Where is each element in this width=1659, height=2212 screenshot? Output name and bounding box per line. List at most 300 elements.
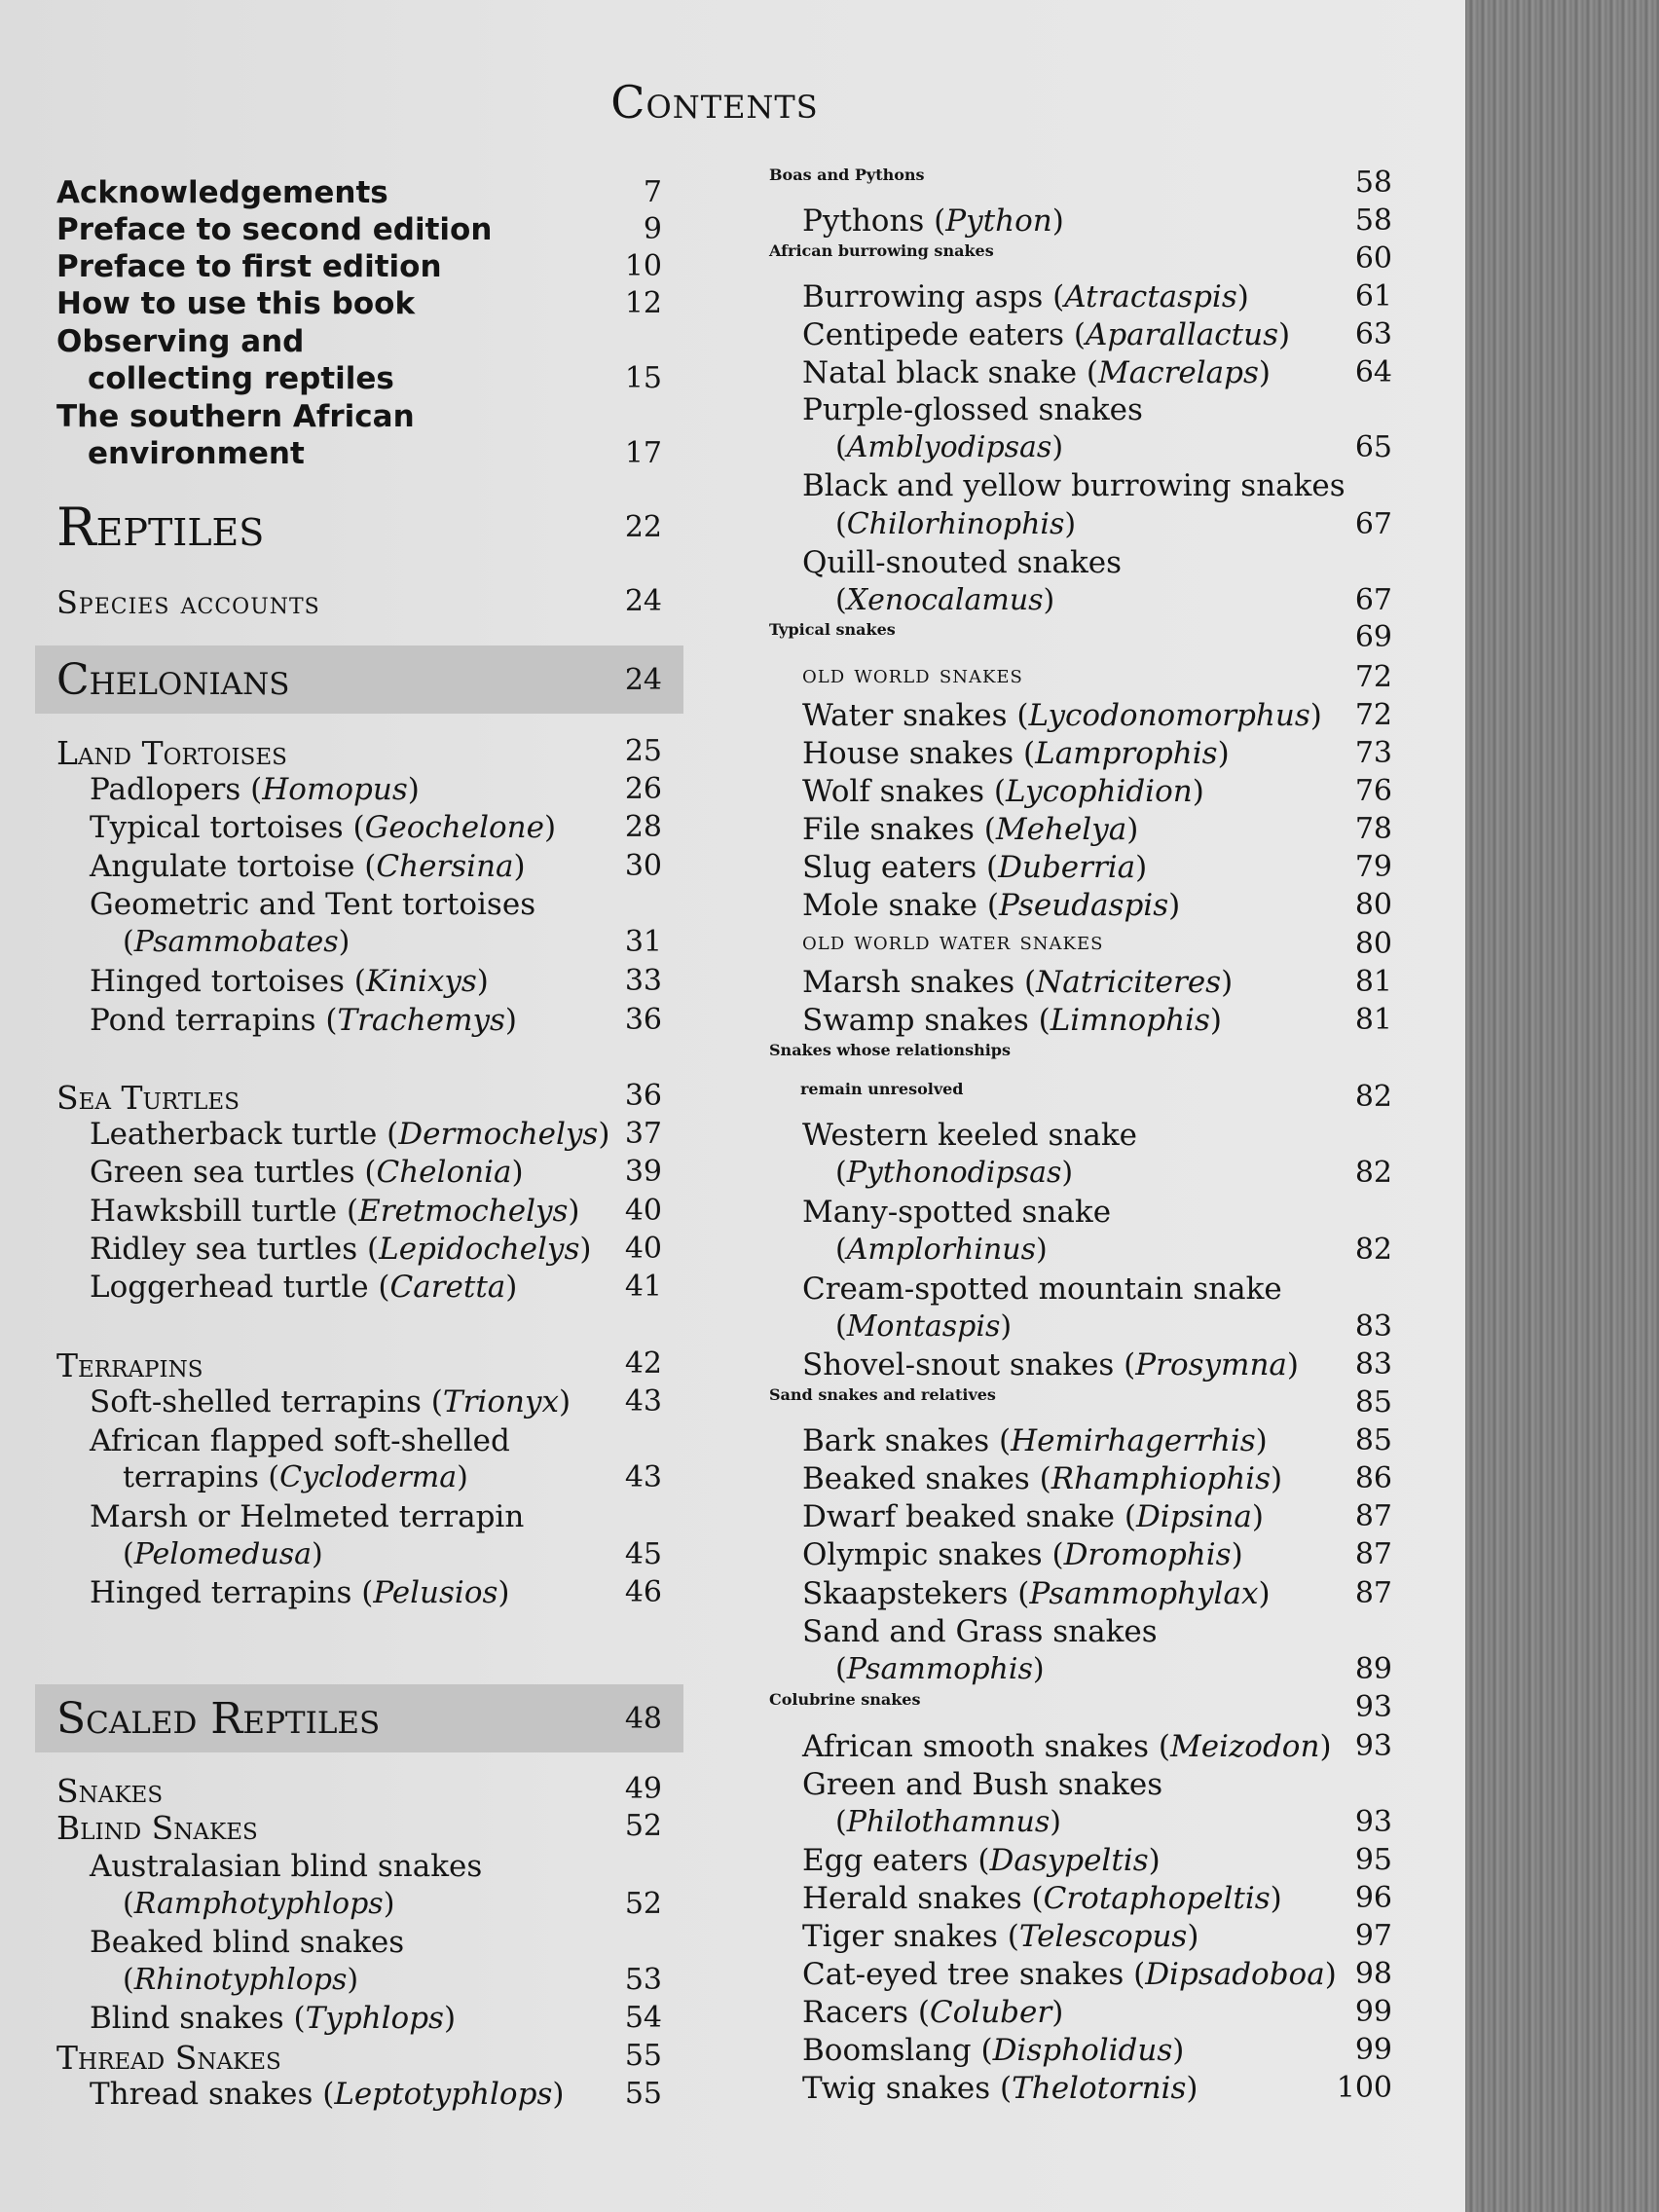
genus-name: Coluber — [929, 1995, 1052, 2030]
toc-entry-label: Preface to second edition — [56, 212, 493, 247]
page-number: 98 — [1354, 1957, 1392, 1991]
closing-paren: ) — [1309, 698, 1322, 733]
genus-name: Prosymna — [1135, 1347, 1287, 1382]
closing-paren: ) — [457, 1460, 468, 1494]
toc-entry-label — [90, 2077, 564, 2112]
toc-entry — [769, 1767, 1392, 1802]
toc-entry — [56, 887, 662, 922]
toc-entry-label — [802, 774, 1204, 809]
toc-entry-label — [802, 965, 1233, 1000]
genus-name: Lamprophis — [1035, 736, 1218, 771]
toc-entry — [56, 1575, 662, 1610]
closing-paren: ) — [1126, 812, 1139, 847]
page-number: 52 — [624, 1809, 662, 1843]
closing-paren: ) — [1064, 507, 1077, 541]
toc-entry-label — [90, 810, 556, 845]
closing-paren: ) — [1051, 203, 1064, 239]
toc-entry — [56, 734, 662, 772]
page-number: 96 — [1354, 1881, 1392, 1915]
toc-entry — [769, 1195, 1392, 1230]
closing-paren: ) — [1032, 1652, 1045, 1686]
toc-entry-label — [802, 1957, 1337, 1992]
toc-entry — [769, 279, 1392, 314]
toc-entry-label — [90, 1575, 510, 1610]
toc-entry — [769, 888, 1392, 923]
page-number: 31 — [624, 925, 662, 959]
genus-name: Amplorhinus — [846, 1233, 1036, 1267]
common-name: Green sea turtles ( — [90, 1155, 377, 1190]
genus-name: Mehelya — [995, 812, 1127, 847]
genus-name: Pythonodipsas — [846, 1156, 1062, 1190]
common-name: Wolf snakes ( — [802, 774, 1007, 809]
page-number: 73 — [1354, 736, 1392, 770]
genus-name: Caretta — [389, 1270, 506, 1305]
toc-entry-label — [802, 279, 1249, 314]
toc-entry-label — [90, 1270, 517, 1305]
page-number: 72 — [1354, 660, 1392, 694]
genus-name: Philothamnus — [846, 1805, 1051, 1839]
toc-entry — [769, 2033, 1392, 2068]
toc-left-column — [56, 0, 662, 2142]
closing-paren: ) — [598, 1117, 610, 1152]
closing-paren: ) — [338, 925, 350, 959]
closing-paren: ) — [1050, 1805, 1061, 1839]
closing-paren: ) — [511, 1155, 524, 1190]
common-name: Pythons ( — [802, 203, 946, 239]
closing-paren: ) — [1258, 355, 1272, 390]
common-name: ( — [123, 1887, 134, 1921]
genus-name: Amblyodipsas — [846, 430, 1052, 464]
toc-entry-label: Quill-snouted snakes — [802, 545, 1122, 580]
common-name: ( — [835, 1309, 847, 1344]
closing-paren: ) — [476, 964, 489, 999]
genus-name: Chilorhinophis — [846, 507, 1065, 541]
toc-entry — [769, 545, 1392, 580]
closing-paren: ) — [1000, 1309, 1013, 1344]
common-name: Bark snakes ( — [802, 1423, 1012, 1458]
toc-entry-label — [90, 772, 420, 807]
closing-paren: ) — [1061, 1156, 1074, 1190]
toc-entry-label: old world snakes — [802, 660, 1023, 689]
genus-name: Eretmochelys — [358, 1194, 569, 1229]
toc-entry-label: Marsh or Helmeted terrapin — [90, 1499, 525, 1534]
page-number: 22 — [624, 510, 662, 544]
common-name: ( — [835, 507, 847, 541]
toc-entry — [769, 1499, 1392, 1534]
toc-entry — [56, 249, 662, 284]
toc-entry — [56, 584, 662, 621]
toc-entry — [56, 1772, 662, 1810]
genus-name: Rhamphiophis — [1051, 1461, 1271, 1496]
common-name: ( — [835, 1156, 847, 1190]
page-number: 52 — [624, 1887, 662, 1921]
toc-entry-label: Many-spotted snake — [802, 1195, 1112, 1230]
closing-paren: ) — [347, 1963, 359, 1997]
toc-entry-label: Reptiles — [56, 497, 265, 558]
toc-entry — [56, 1809, 662, 1847]
page-number: 15 — [624, 361, 662, 395]
genus-name: Dromophis — [1063, 1537, 1232, 1572]
common-name: Boomslang ( — [802, 2033, 993, 2068]
toc-entry — [56, 1499, 662, 1534]
genus-name: Ramphotyphlops — [133, 1887, 384, 1921]
genus-name: Atractaspis — [1064, 279, 1237, 314]
common-name: Twig snakes ( — [802, 2071, 1013, 2106]
toc-entry — [769, 1919, 1392, 1954]
toc-entry-label: Beaked blind snakes — [90, 1925, 405, 1960]
closing-paren: ) — [1209, 1003, 1222, 1038]
page-number: 93 — [1354, 1729, 1392, 1763]
closing-paren: ) — [513, 849, 526, 884]
toc-entry — [769, 736, 1392, 771]
toc-entry — [769, 1995, 1392, 2030]
toc-entry — [56, 1270, 662, 1305]
common-name: Padlopers ( — [90, 772, 263, 807]
closing-paren: ) — [1277, 317, 1291, 352]
common-name: ( — [835, 1805, 847, 1839]
toc-entry — [56, 1963, 662, 1997]
page-number: 63 — [1354, 317, 1392, 351]
genus-name: Python — [945, 203, 1052, 239]
toc-entry-label — [835, 1652, 1045, 1686]
page-number: 78 — [1354, 812, 1392, 846]
page-number: 46 — [624, 1575, 662, 1609]
common-name: Centipede eaters ( — [802, 317, 1086, 352]
toc-right-column — [769, 0, 1392, 2142]
page-number: 87 — [1354, 1499, 1392, 1533]
page-number: 82 — [1354, 1080, 1392, 1114]
page-number: 53 — [624, 1963, 662, 1997]
closing-paren: ) — [498, 1575, 510, 1610]
common-name: Angulate tortoise ( — [90, 849, 377, 884]
toc-entry — [769, 1881, 1392, 1916]
common-name: African smooth snakes ( — [802, 1729, 1170, 1764]
toc-entry-label — [835, 583, 1054, 617]
toc-entry-label: Terrapins — [56, 1346, 203, 1384]
toc-entry — [769, 1423, 1392, 1458]
page-number: 36 — [624, 1003, 662, 1037]
closing-paren: ) — [544, 810, 557, 845]
genus-name: Limnophis — [1050, 1003, 1210, 1038]
common-name: Ridley sea turtles ( — [90, 1232, 380, 1267]
toc-entry-label — [835, 430, 1063, 464]
closing-paren: ) — [1051, 430, 1064, 464]
toc-entry-label: Sea Turtles — [56, 1079, 240, 1117]
toc-entry — [56, 286, 662, 321]
genus-name: Pseudaspis — [998, 888, 1169, 923]
page-number: 39 — [624, 1155, 662, 1189]
toc-entry-label: old world water snakes — [802, 927, 1104, 956]
toc-entry — [769, 1385, 1392, 1419]
common-name: Tiger snakes ( — [802, 1919, 1019, 1954]
toc-entry-label — [90, 1003, 517, 1038]
common-name: ( — [835, 1652, 847, 1686]
closing-paren: ) — [1148, 1843, 1161, 1878]
toc-entry — [56, 849, 662, 884]
common-name: Mole snake ( — [802, 888, 999, 923]
toc-entry-label — [90, 1117, 609, 1152]
toc-entry — [56, 1346, 662, 1384]
toc-entry — [56, 925, 662, 959]
toc-entry-label: Chelonians — [56, 655, 290, 705]
genus-name: Aparallactus — [1085, 317, 1278, 352]
toc-entry-label — [802, 1537, 1243, 1572]
toc-entry-label: Land Tortoises — [56, 734, 287, 772]
genus-name: Geochelone — [364, 810, 544, 845]
closing-paren: ) — [579, 1232, 592, 1267]
common-name: Skaapstekers ( — [802, 1576, 1030, 1611]
closing-paren: ) — [552, 2077, 565, 2112]
genus-name: Meizodon — [1169, 1729, 1320, 1764]
page-edge — [1465, 0, 1659, 2212]
toc-entry — [56, 1460, 662, 1494]
toc-entry-label — [835, 1156, 1073, 1190]
toc-entry-label — [802, 2071, 1198, 2106]
toc-entry — [769, 1233, 1392, 1267]
common-name: Olympic snakes ( — [802, 1537, 1064, 1572]
toc-entry-label — [802, 850, 1147, 885]
toc-entry-label: Preface to first edition — [56, 249, 442, 284]
common-name: ( — [123, 925, 134, 959]
toc-entry — [769, 355, 1392, 390]
toc-entry-label — [802, 2033, 1184, 2068]
toc-entry-label — [802, 317, 1290, 352]
closing-paren: ) — [1251, 1499, 1264, 1534]
common-name: ( — [835, 1233, 847, 1267]
toc-entry-label: Cream-spotted mountain snake — [802, 1272, 1282, 1307]
page-number: 80 — [1354, 888, 1392, 922]
closing-paren: ) — [311, 1537, 323, 1571]
genus-name: Dispholidus — [992, 2033, 1173, 2068]
toc-entry-label: environment — [88, 436, 305, 471]
common-name: Marsh snakes ( — [802, 965, 1037, 1000]
toc-entry — [769, 241, 1392, 276]
toc-entry-label — [123, 1963, 358, 1997]
page-number: 79 — [1354, 850, 1392, 884]
toc-entry — [56, 2001, 662, 2036]
toc-entry-label — [90, 849, 526, 884]
toc-entry — [769, 1614, 1392, 1649]
toc-entry-label — [90, 2001, 456, 2036]
common-name: ( — [835, 583, 847, 617]
toc-entry — [769, 1347, 1392, 1382]
page-number: 85 — [1354, 1385, 1392, 1419]
page-number: 55 — [624, 2039, 662, 2073]
toc-entry-label — [802, 1499, 1264, 1534]
genus-name: Telescopus — [1018, 1919, 1188, 1954]
page-number: 30 — [624, 849, 662, 883]
genus-name: Leptotyphlops — [334, 2077, 553, 2112]
toc-entry-label: Sand snakes and relatives — [769, 1385, 996, 1404]
toc-entry-label — [802, 1003, 1222, 1038]
toc-entry — [56, 1079, 662, 1117]
page-number: 54 — [624, 2001, 662, 2035]
toc-entry — [769, 1156, 1392, 1190]
toc-entry-label: Typical snakes — [769, 620, 896, 639]
genus-name: Chelonia — [376, 1155, 512, 1190]
toc-entry-label — [123, 1887, 394, 1921]
toc-entry — [56, 399, 662, 434]
toc-entry — [769, 1805, 1392, 1839]
page-number: 7 — [643, 175, 662, 209]
toc-entry-label — [835, 1309, 1012, 1344]
toc-entry-label — [802, 1461, 1282, 1496]
toc-entry-label — [835, 1805, 1061, 1839]
toc-entry — [769, 1652, 1392, 1686]
common-name: Shovel-snout snakes ( — [802, 1347, 1136, 1382]
toc-entry-label — [802, 812, 1138, 847]
toc-entry-label: Thread Snakes — [56, 2039, 281, 2077]
genus-name: Trionyx — [442, 1384, 559, 1419]
closing-paren: ) — [1172, 2033, 1185, 2068]
common-name: Racers ( — [802, 1995, 930, 2030]
genus-name: Thelotornis — [1012, 2071, 1187, 2106]
toc-entry-label: Sand and Grass snakes — [802, 1614, 1158, 1649]
page-number: 81 — [1354, 1003, 1392, 1037]
toc-entry-label — [90, 964, 489, 999]
page-number: 83 — [1354, 1347, 1392, 1382]
toc-entry-label: collecting reptiles — [88, 361, 394, 396]
genus-name: Lycophidion — [1006, 774, 1193, 809]
page-number: 25 — [624, 734, 662, 768]
page-number: 36 — [624, 1079, 662, 1113]
closing-paren: ) — [1036, 1233, 1048, 1267]
toc-entry-label — [90, 1194, 580, 1229]
closing-paren: ) — [1231, 1537, 1243, 1572]
toc-entry-label: Geometric and Tent tortoises — [90, 887, 536, 922]
toc-entry — [769, 850, 1392, 885]
toc-entry — [769, 620, 1392, 654]
toc-entry — [769, 774, 1392, 809]
closing-paren: ) — [1255, 1423, 1268, 1458]
page-number: 65 — [1354, 430, 1392, 464]
toc-entry-label — [802, 203, 1064, 239]
toc-entry — [769, 1272, 1392, 1307]
toc-entry — [769, 1041, 1392, 1059]
toc-entry-label — [123, 1460, 468, 1494]
common-name: Hawksbill turtle ( — [90, 1194, 359, 1229]
page-number: 86 — [1354, 1461, 1392, 1495]
common-name: Water snakes ( — [802, 698, 1029, 733]
toc-entry — [56, 1384, 662, 1419]
common-name: Blind snakes ( — [90, 2001, 306, 2036]
toc-entry — [56, 1003, 662, 1038]
closing-paren: ) — [1319, 1729, 1332, 1764]
toc-entry-label: Snakes — [56, 1772, 164, 1810]
toc-entry-label — [802, 1919, 1198, 1954]
toc-entry-label — [802, 698, 1322, 733]
closing-paren: ) — [1051, 1995, 1064, 2030]
toc-entry — [769, 698, 1392, 733]
page-number: 87 — [1354, 1576, 1392, 1610]
toc-entry — [769, 1080, 1392, 1114]
genus-name: Kinixys — [365, 964, 477, 999]
toc-entry-label: Species accounts — [56, 584, 320, 621]
common-name: Slug eaters ( — [802, 850, 999, 885]
toc-entry — [56, 436, 662, 471]
common-name: House snakes ( — [802, 736, 1036, 771]
genus-name: Lepidochelys — [379, 1232, 580, 1267]
toc-entry — [56, 1537, 662, 1571]
genus-name: Natriciteres — [1036, 965, 1222, 1000]
common-name: Pond terrapins ( — [90, 1003, 338, 1038]
page-number: 40 — [624, 1232, 662, 1266]
toc-entry — [769, 392, 1392, 427]
page-number: 95 — [1354, 1843, 1392, 1877]
closing-paren: ) — [1221, 965, 1234, 1000]
page-number: 82 — [1354, 1156, 1392, 1190]
common-name: Leatherback turtle ( — [90, 1117, 399, 1152]
toc-entry — [56, 1117, 662, 1152]
genus-name: Dipsina — [1135, 1499, 1252, 1534]
closing-paren: ) — [383, 1887, 395, 1921]
toc-entry — [769, 927, 1392, 961]
toc-entry-label — [90, 1155, 524, 1190]
toc-entry — [56, 1232, 662, 1267]
genus-name: Xenocalamus — [846, 583, 1044, 617]
genus-name: Dermochelys — [398, 1117, 599, 1152]
toc-entry-label — [802, 1423, 1268, 1458]
toc-entry-label: Black and yellow burrowing snakes — [802, 468, 1346, 503]
toc-entry-label: Colubrine snakes — [769, 1690, 921, 1709]
toc-entry — [769, 507, 1392, 541]
toc-entry — [56, 324, 662, 359]
page-title: Contents — [610, 76, 819, 129]
toc-entry — [769, 1003, 1392, 1038]
page-number: 93 — [1354, 1690, 1392, 1724]
toc-entry-label — [835, 1233, 1048, 1267]
genus-name: Pelomedusa — [133, 1537, 312, 1571]
common-name: Herald snakes ( — [802, 1881, 1044, 1916]
page-number: 83 — [1354, 1309, 1392, 1344]
toc-entry — [769, 1843, 1392, 1878]
toc-entry-label — [802, 1881, 1282, 1916]
page-number: 55 — [624, 2077, 662, 2111]
page-number: 43 — [624, 1384, 662, 1419]
common-name: Beaked snakes ( — [802, 1461, 1051, 1496]
page-number: 58 — [1354, 166, 1392, 200]
page-number: 67 — [1354, 583, 1392, 617]
page-number: 99 — [1354, 1995, 1392, 2029]
closing-paren: ) — [504, 1003, 518, 1038]
toc-entry-label — [802, 888, 1180, 923]
genus-name: Trachemys — [337, 1003, 505, 1038]
page-number: 89 — [1354, 1652, 1392, 1686]
genus-name: Montaspis — [846, 1309, 1001, 1344]
toc-entry — [769, 1309, 1392, 1344]
toc-entry — [769, 965, 1392, 1000]
closing-paren: ) — [1286, 1347, 1299, 1382]
common-name: ( — [123, 1963, 134, 1997]
genus-name: Crotaphopeltis — [1043, 1881, 1271, 1916]
page-number: 37 — [624, 1117, 662, 1151]
page-number: 28 — [624, 810, 662, 844]
common-name: Dwarf beaked snake ( — [802, 1499, 1136, 1534]
toc-entry-label: How to use this book — [56, 286, 416, 321]
toc-entry — [56, 964, 662, 999]
toc-entry — [769, 317, 1392, 352]
genus-name: Psammobates — [133, 925, 339, 959]
toc-entry-label — [90, 1384, 571, 1419]
page-number: 24 — [624, 663, 662, 697]
toc-entry-label: Australasian blind snakes — [90, 1849, 483, 1884]
toc-entry-label: remain unresolved — [800, 1080, 964, 1098]
closing-paren: ) — [1217, 736, 1230, 771]
toc-entry-label — [802, 1843, 1161, 1878]
common-name: Hinged tortoises ( — [90, 964, 366, 999]
common-name: ( — [835, 430, 847, 464]
toc-entry — [769, 1690, 1392, 1724]
